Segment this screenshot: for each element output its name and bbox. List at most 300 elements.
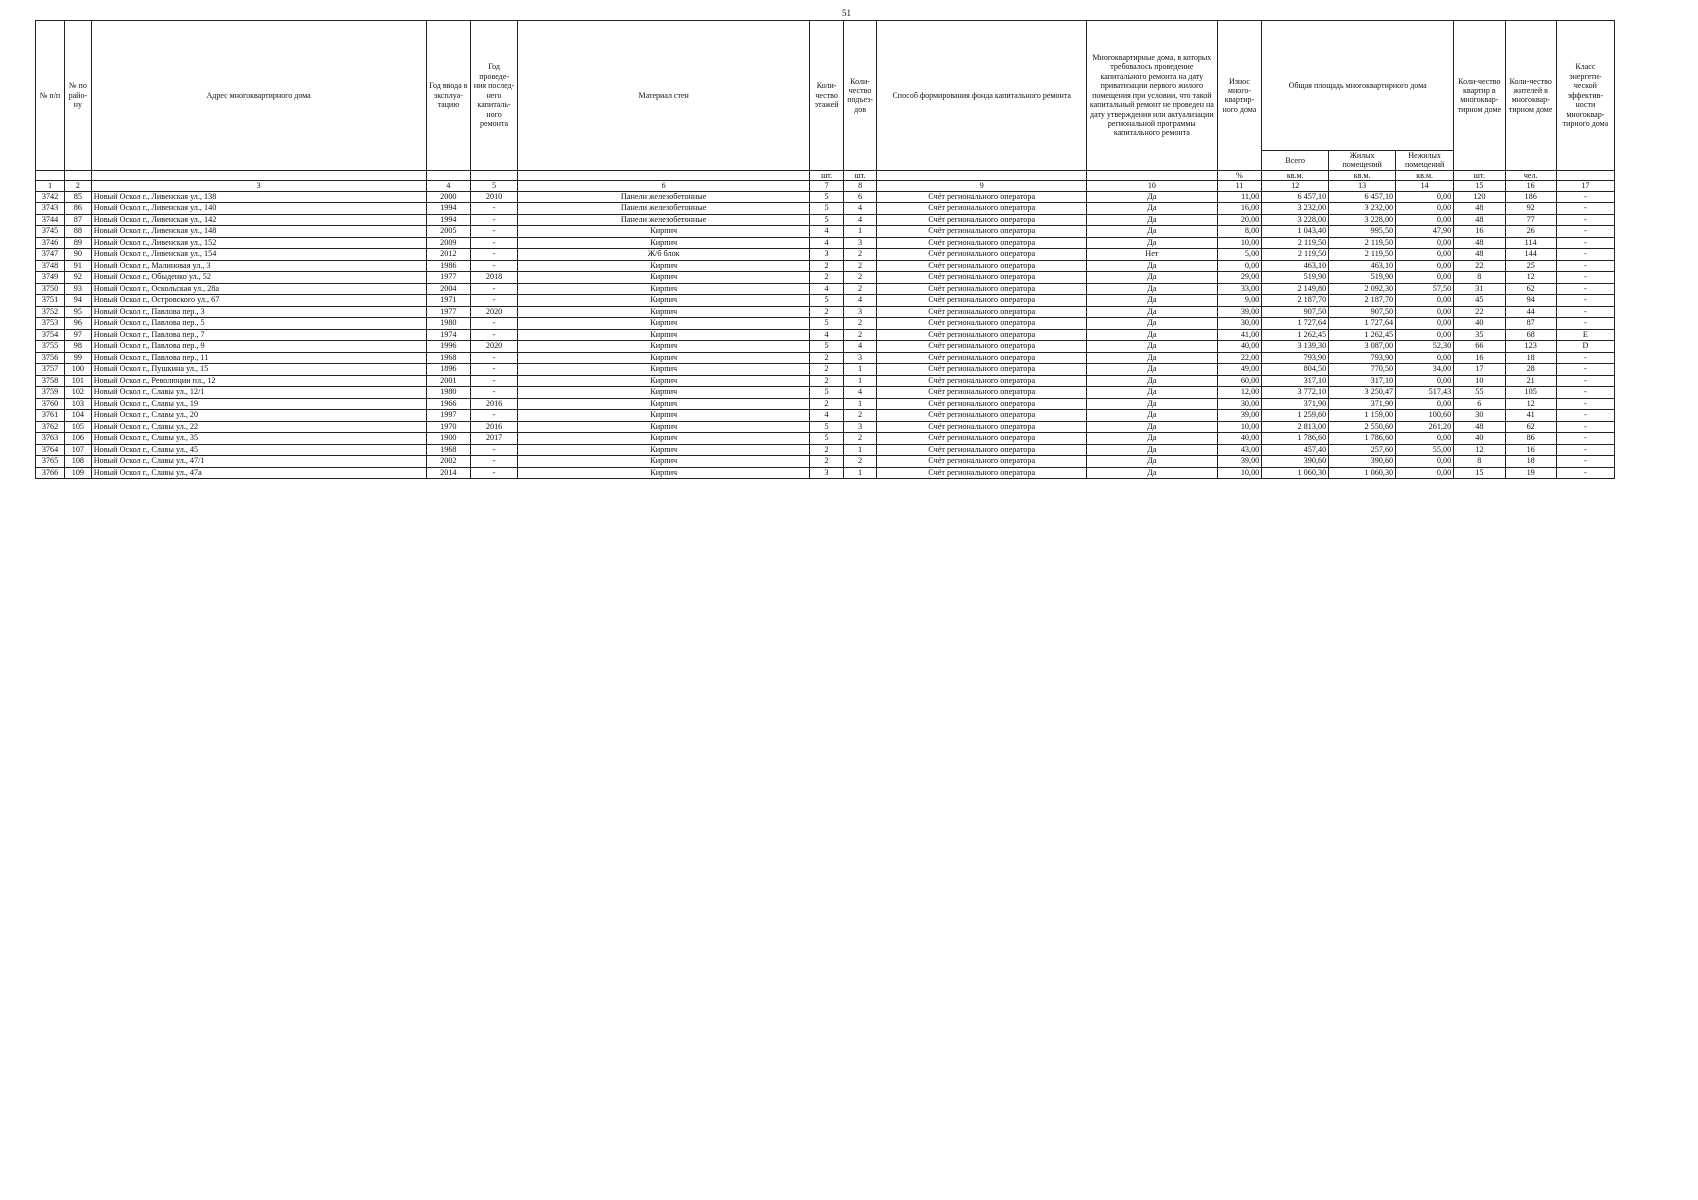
cell-residents: 105 xyxy=(1505,387,1556,399)
cell-wall-material: Кирпич xyxy=(518,306,810,318)
page-number: 51 xyxy=(842,8,851,18)
cell-apartments: 48 xyxy=(1454,421,1505,433)
cell-address: Новый Оскол г., Ливенская ул., 142 xyxy=(91,214,426,226)
cell-entrances: 2 xyxy=(843,260,876,272)
cell-residents: 16 xyxy=(1505,444,1556,456)
cell-wear: 0,00 xyxy=(1217,260,1262,272)
cell-privatization: Да xyxy=(1087,410,1218,422)
table-row xyxy=(36,237,1615,249)
cell-fund-method: Счёт регионального оператора xyxy=(877,306,1087,318)
cell-wear: 10,00 xyxy=(1217,467,1262,479)
cell-wear: 11,00 xyxy=(1217,191,1262,203)
cell-area-living: 907,50 xyxy=(1329,306,1396,318)
cell-apartments: 22 xyxy=(1454,260,1505,272)
table-row xyxy=(36,433,1615,445)
cell-floors: 4 xyxy=(810,329,843,341)
col-header-num: № п/п xyxy=(36,21,65,171)
cell-num-district: 90 xyxy=(65,249,92,261)
cell-privatization: Да xyxy=(1087,214,1218,226)
cell-wall-material: Кирпич xyxy=(518,341,810,353)
table-row xyxy=(36,214,1615,226)
column-number: 9 xyxy=(877,181,1087,191)
column-number: 15 xyxy=(1454,181,1505,191)
cell-energy-class: - xyxy=(1556,295,1614,307)
cell-privatization: Нет xyxy=(1087,249,1218,261)
cell-apartments: 48 xyxy=(1454,249,1505,261)
cell-area-nonliving: 0,00 xyxy=(1396,214,1454,226)
cell-residents: 62 xyxy=(1505,421,1556,433)
cell-entrances: 1 xyxy=(843,444,876,456)
cell-address: Новый Оскол г., Павлова пер., 7 xyxy=(91,329,426,341)
cell-area-total: 3 772,10 xyxy=(1262,387,1329,399)
cell-area-nonliving: 0,00 xyxy=(1396,375,1454,387)
cell-entrances: 4 xyxy=(843,387,876,399)
cell-energy-class: - xyxy=(1556,433,1614,445)
cell-num-district: 104 xyxy=(65,410,92,422)
cell-year-built: 1968 xyxy=(426,444,471,456)
cell-area-nonliving: 517,43 xyxy=(1396,387,1454,399)
cell-privatization: Да xyxy=(1087,283,1218,295)
cell-num-district: 103 xyxy=(65,398,92,410)
cell-num-district: 101 xyxy=(65,375,92,387)
cell-area-living: 2 187,70 xyxy=(1329,295,1396,307)
cell-address: Новый Оскол г., Малиновая ул., 3 xyxy=(91,260,426,272)
cell-area-nonliving: 0,00 xyxy=(1396,467,1454,479)
cell-area-nonliving: 0,00 xyxy=(1396,249,1454,261)
cell-residents: 18 xyxy=(1505,456,1556,468)
cell-fund-method: Счёт регионального оператора xyxy=(877,226,1087,238)
cell-area-total: 2 119,50 xyxy=(1262,237,1329,249)
cell-num: 3763 xyxy=(36,433,65,445)
cell-num-district: 98 xyxy=(65,341,92,353)
cell-area-total: 3 228,00 xyxy=(1262,214,1329,226)
cell-num-district: 89 xyxy=(65,237,92,249)
cell-address: Новый Оскол г., Ливенская ул., 154 xyxy=(91,249,426,261)
col-header-privatization: Многоквартирные дома, в которых требовалось проведение капитального ремонта на дату приватизации первого жилого помещения при условии, что такой капитальный ремонт не проведен на дату утверждения или актуализации региональной программы капитального ремонта xyxy=(1087,21,1218,171)
cell-floors: 5 xyxy=(810,191,843,203)
cell-entrances: 4 xyxy=(843,214,876,226)
cell-year-repair: 2016 xyxy=(471,421,518,433)
cell-floors: 4 xyxy=(810,226,843,238)
unit-area-total: кв.м. xyxy=(1262,170,1329,180)
cell-privatization: Да xyxy=(1087,444,1218,456)
cell-num-district: 93 xyxy=(65,283,92,295)
column-number: 2 xyxy=(65,181,92,191)
cell-energy-class: E xyxy=(1556,329,1614,341)
cell-num: 3752 xyxy=(36,306,65,318)
cell-fund-method: Счёт регионального оператора xyxy=(877,203,1087,215)
cell-area-total: 2 149,80 xyxy=(1262,283,1329,295)
cell-year-built: 1980 xyxy=(426,387,471,399)
cell-entrances: 2 xyxy=(843,318,876,330)
cell-area-nonliving: 0,00 xyxy=(1396,203,1454,215)
cell-entrances: 1 xyxy=(843,398,876,410)
unit-wear: % xyxy=(1217,170,1262,180)
cell-entrances: 3 xyxy=(843,352,876,364)
units-row xyxy=(36,170,1615,180)
cell-area-total: 1 262,45 xyxy=(1262,329,1329,341)
column-number: 8 xyxy=(843,181,876,191)
cell-year-repair: - xyxy=(471,226,518,238)
cell-address: Новый Оскол г., Павлова пер., 3 xyxy=(91,306,426,318)
cell-entrances: 4 xyxy=(843,203,876,215)
cell-fund-method: Счёт регионального оператора xyxy=(877,341,1087,353)
cell-floors: 5 xyxy=(810,203,843,215)
table-row xyxy=(36,467,1615,479)
cell-year-built: 2002 xyxy=(426,456,471,468)
cell-privatization: Да xyxy=(1087,260,1218,272)
cell-wear: 10,00 xyxy=(1217,421,1262,433)
cell-wall-material: Кирпич xyxy=(518,375,810,387)
cell-entrances: 2 xyxy=(843,283,876,295)
cell-energy-class: - xyxy=(1556,203,1614,215)
cell-address: Новый Оскол г., Островского ул., 67 xyxy=(91,295,426,307)
cell-year-repair: - xyxy=(471,260,518,272)
cell-wear: 40,00 xyxy=(1217,433,1262,445)
cell-year-repair: - xyxy=(471,214,518,226)
cell-area-nonliving: 47,90 xyxy=(1396,226,1454,238)
cell-fund-method: Счёт регионального оператора xyxy=(877,364,1087,376)
cell-floors: 5 xyxy=(810,387,843,399)
cell-wear: 20,00 xyxy=(1217,214,1262,226)
cell-year-repair: - xyxy=(471,364,518,376)
cell-area-living: 463,10 xyxy=(1329,260,1396,272)
cell-area-total: 804,50 xyxy=(1262,364,1329,376)
cell-year-built: 2005 xyxy=(426,226,471,238)
cell-privatization: Да xyxy=(1087,364,1218,376)
cell-energy-class: - xyxy=(1556,226,1614,238)
cell-entrances: 1 xyxy=(843,364,876,376)
cell-wall-material: Кирпич xyxy=(518,433,810,445)
cell-floors: 4 xyxy=(810,283,843,295)
cell-apartments: 120 xyxy=(1454,191,1505,203)
cell-wear: 60,00 xyxy=(1217,375,1262,387)
cell-num: 3761 xyxy=(36,410,65,422)
cell-fund-method: Счёт регионального оператора xyxy=(877,318,1087,330)
cell-area-nonliving: 0,00 xyxy=(1396,272,1454,284)
column-number: 7 xyxy=(810,181,843,191)
column-number: 4 xyxy=(426,181,471,191)
col-header-year-repair: Год проведе-ния послед-него капиталь-ного ремонта xyxy=(471,21,518,171)
cell-privatization: Да xyxy=(1087,295,1218,307)
cell-year-built: 1977 xyxy=(426,306,471,318)
cell-area-total: 2 813,00 xyxy=(1262,421,1329,433)
cell-area-living: 371,90 xyxy=(1329,398,1396,410)
table-row xyxy=(36,341,1615,353)
cell-area-total: 793,90 xyxy=(1262,352,1329,364)
table-row xyxy=(36,387,1615,399)
cell-wall-material: Кирпич xyxy=(518,467,810,479)
cell-fund-method: Счёт регионального оператора xyxy=(877,249,1087,261)
cell-residents: 12 xyxy=(1505,398,1556,410)
column-number: 1 xyxy=(36,181,65,191)
table-row xyxy=(36,249,1615,261)
col-header-year-built: Год ввода в эксплуа-тацию xyxy=(426,21,471,171)
cell-num: 3743 xyxy=(36,203,65,215)
cell-num: 3751 xyxy=(36,295,65,307)
cell-year-repair: - xyxy=(471,444,518,456)
cell-energy-class: - xyxy=(1556,364,1614,376)
cell-address: Новый Оскол г., Обыденко ул., 52 xyxy=(91,272,426,284)
cell-area-living: 3 228,00 xyxy=(1329,214,1396,226)
cell-residents: 26 xyxy=(1505,226,1556,238)
table-row xyxy=(36,364,1615,376)
cell-entrances: 6 xyxy=(843,191,876,203)
cell-apartments: 40 xyxy=(1454,433,1505,445)
column-number: 10 xyxy=(1087,181,1218,191)
cell-area-living: 3 250,47 xyxy=(1329,387,1396,399)
cell-year-built: 1968 xyxy=(426,352,471,364)
cell-energy-class: - xyxy=(1556,421,1614,433)
cell-privatization: Да xyxy=(1087,467,1218,479)
cell-energy-class: - xyxy=(1556,249,1614,261)
cell-area-living: 770,50 xyxy=(1329,364,1396,376)
table-row xyxy=(36,456,1615,468)
cell-num: 3745 xyxy=(36,226,65,238)
cell-address: Новый Оскол г., Павлова пер., 9 xyxy=(91,341,426,353)
cell-wear: 41,00 xyxy=(1217,329,1262,341)
cell-wall-material: Кирпич xyxy=(518,329,810,341)
col-header-fund-method: Способ формирования фонда капитального ремонта xyxy=(877,21,1087,171)
cell-num: 3742 xyxy=(36,191,65,203)
cell-num-district: 108 xyxy=(65,456,92,468)
cell-num: 3760 xyxy=(36,398,65,410)
cell-year-built: 2001 xyxy=(426,375,471,387)
table-row xyxy=(36,306,1615,318)
cell-address: Новый Оскол г., Славы ул., 22 xyxy=(91,421,426,433)
cell-area-nonliving: 0,00 xyxy=(1396,260,1454,272)
cell-area-total: 6 457,10 xyxy=(1262,191,1329,203)
cell-entrances: 3 xyxy=(843,306,876,318)
col-header-energy-class: Класс энергети-ческой эффектив-ности многоквар-тирного дома xyxy=(1556,21,1614,171)
cell-year-repair: - xyxy=(471,283,518,295)
cell-area-living: 1 727,64 xyxy=(1329,318,1396,330)
table-row xyxy=(36,375,1615,387)
cell-num-district: 86 xyxy=(65,203,92,215)
cell-year-repair: 2020 xyxy=(471,306,518,318)
cell-year-built: 2012 xyxy=(426,249,471,261)
table-row xyxy=(36,329,1615,341)
cell-energy-class: - xyxy=(1556,387,1614,399)
cell-privatization: Да xyxy=(1087,329,1218,341)
cell-wall-material: Кирпич xyxy=(518,398,810,410)
column-number: 11 xyxy=(1217,181,1262,191)
col-header-total-area-group: Общая площадь многоквартирного дома xyxy=(1262,21,1454,151)
cell-area-living: 2 092,30 xyxy=(1329,283,1396,295)
cell-area-nonliving: 0,00 xyxy=(1396,191,1454,203)
cell-residents: 19 xyxy=(1505,467,1556,479)
cell-floors: 2 xyxy=(810,260,843,272)
cell-area-nonliving: 55,00 xyxy=(1396,444,1454,456)
cell-privatization: Да xyxy=(1087,398,1218,410)
cell-address: Новый Оскол г., Ливенская ул., 152 xyxy=(91,237,426,249)
cell-entrances: 1 xyxy=(843,375,876,387)
cell-area-living: 257,60 xyxy=(1329,444,1396,456)
cell-wall-material: Кирпич xyxy=(518,410,810,422)
cell-floors: 5 xyxy=(810,318,843,330)
cell-area-living: 793,90 xyxy=(1329,352,1396,364)
cell-year-repair: - xyxy=(471,203,518,215)
cell-apartments: 17 xyxy=(1454,364,1505,376)
cell-energy-class: - xyxy=(1556,375,1614,387)
cell-area-total: 463,10 xyxy=(1262,260,1329,272)
cell-year-repair: - xyxy=(471,237,518,249)
cell-num-district: 106 xyxy=(65,433,92,445)
column-number: 17 xyxy=(1556,181,1614,191)
cell-area-total: 3 232,00 xyxy=(1262,203,1329,215)
cell-area-total: 519,90 xyxy=(1262,272,1329,284)
cell-apartments: 6 xyxy=(1454,398,1505,410)
cell-wall-material: Кирпич xyxy=(518,456,810,468)
cell-wall-material: Кирпич xyxy=(518,421,810,433)
cell-fund-method: Счёт регионального оператора xyxy=(877,387,1087,399)
cell-residents: 92 xyxy=(1505,203,1556,215)
cell-privatization: Да xyxy=(1087,341,1218,353)
cell-wall-material: Кирпич xyxy=(518,260,810,272)
cell-num: 3754 xyxy=(36,329,65,341)
cell-apartments: 8 xyxy=(1454,456,1505,468)
cell-area-total: 390,60 xyxy=(1262,456,1329,468)
cell-address: Новый Оскол г., Славы ул., 19 xyxy=(91,398,426,410)
cell-address: Новый Оскол г., Славы ул., 12/1 xyxy=(91,387,426,399)
cell-wear: 39,00 xyxy=(1217,410,1262,422)
cell-area-living: 1 262,45 xyxy=(1329,329,1396,341)
cell-fund-method: Счёт регионального оператора xyxy=(877,295,1087,307)
cell-privatization: Да xyxy=(1087,352,1218,364)
cell-residents: 44 xyxy=(1505,306,1556,318)
cell-year-built: 1980 xyxy=(426,318,471,330)
cell-year-built: 1997 xyxy=(426,410,471,422)
cell-residents: 87 xyxy=(1505,318,1556,330)
cell-apartments: 10 xyxy=(1454,375,1505,387)
cell-num: 3764 xyxy=(36,444,65,456)
cell-privatization: Да xyxy=(1087,387,1218,399)
cell-energy-class: - xyxy=(1556,237,1614,249)
cell-address: Новый Оскол г., Славы ул., 20 xyxy=(91,410,426,422)
cell-wall-material: Кирпич xyxy=(518,352,810,364)
cell-area-total: 1 259,60 xyxy=(1262,410,1329,422)
cell-area-nonliving: 0,00 xyxy=(1396,433,1454,445)
cell-area-living: 1 159,00 xyxy=(1329,410,1396,422)
cell-year-built: 1986 xyxy=(426,260,471,272)
cell-area-living: 3 232,00 xyxy=(1329,203,1396,215)
cell-address: Новый Оскол г., Славы ул., 35 xyxy=(91,433,426,445)
cell-entrances: 3 xyxy=(843,237,876,249)
cell-apartments: 48 xyxy=(1454,237,1505,249)
cell-energy-class: - xyxy=(1556,410,1614,422)
cell-address: Новый Оскол г., Славы ул., 47а xyxy=(91,467,426,479)
cell-address: Новый Оскол г., Павлова пер., 11 xyxy=(91,352,426,364)
cell-entrances: 1 xyxy=(843,226,876,238)
cell-area-nonliving: 0,00 xyxy=(1396,352,1454,364)
table-row xyxy=(36,283,1615,295)
cell-floors: 3 xyxy=(810,249,843,261)
cell-num-district: 105 xyxy=(65,421,92,433)
cell-area-nonliving: 34,00 xyxy=(1396,364,1454,376)
cell-wall-material: Кирпич xyxy=(518,318,810,330)
cell-entrances: 2 xyxy=(843,249,876,261)
cell-energy-class: D xyxy=(1556,341,1614,353)
cell-energy-class: - xyxy=(1556,283,1614,295)
cell-apartments: 16 xyxy=(1454,226,1505,238)
cell-num-district: 99 xyxy=(65,352,92,364)
cell-wear: 39,00 xyxy=(1217,306,1262,318)
cell-area-living: 317,10 xyxy=(1329,375,1396,387)
cell-fund-method: Счёт регионального оператора xyxy=(877,214,1087,226)
column-numbers-row xyxy=(36,181,1615,191)
cell-fund-method: Счёт регионального оператора xyxy=(877,398,1087,410)
cell-num: 3753 xyxy=(36,318,65,330)
cell-privatization: Да xyxy=(1087,456,1218,468)
cell-wear: 5,00 xyxy=(1217,249,1262,261)
cell-year-repair: - xyxy=(471,352,518,364)
cell-wear: 33,00 xyxy=(1217,283,1262,295)
unit-residents: чел. xyxy=(1505,170,1556,180)
cell-apartments: 66 xyxy=(1454,341,1505,353)
cell-area-total: 317,10 xyxy=(1262,375,1329,387)
cell-year-repair: - xyxy=(471,249,518,261)
cell-entrances: 4 xyxy=(843,295,876,307)
cell-area-living: 390,60 xyxy=(1329,456,1396,468)
cell-fund-method: Счёт регионального оператора xyxy=(877,410,1087,422)
cell-residents: 62 xyxy=(1505,283,1556,295)
cell-fund-method: Счёт регионального оператора xyxy=(877,433,1087,445)
cell-privatization: Да xyxy=(1087,272,1218,284)
cell-wall-material: Кирпич xyxy=(518,387,810,399)
cell-address: Новый Оскол г., Оскольская ул., 28а xyxy=(91,283,426,295)
unit-apartments: шт. xyxy=(1454,170,1505,180)
cell-area-total: 1 786,60 xyxy=(1262,433,1329,445)
cell-apartments: 8 xyxy=(1454,272,1505,284)
cell-area-total: 3 139,30 xyxy=(1262,341,1329,353)
cell-year-repair: 2010 xyxy=(471,191,518,203)
cell-area-total: 1 060,30 xyxy=(1262,467,1329,479)
cell-area-nonliving: 0,00 xyxy=(1396,318,1454,330)
cell-year-built: 2014 xyxy=(426,467,471,479)
column-number: 3 xyxy=(91,181,426,191)
cell-num-district: 96 xyxy=(65,318,92,330)
cell-address: Новый Оскол г., Пушкина ул., 15 xyxy=(91,364,426,376)
unit-area-living: кв.м. xyxy=(1329,170,1396,180)
cell-year-repair: 2020 xyxy=(471,341,518,353)
cell-num: 3756 xyxy=(36,352,65,364)
col-header-address: Адрес многоквартирного дома xyxy=(91,21,426,171)
cell-fund-method: Счёт регионального оператора xyxy=(877,237,1087,249)
cell-fund-method: Счёт регионального оператора xyxy=(877,329,1087,341)
cell-residents: 18 xyxy=(1505,352,1556,364)
cell-year-built: 1971 xyxy=(426,295,471,307)
cell-num-district: 100 xyxy=(65,364,92,376)
cell-year-built: 1900 xyxy=(426,433,471,445)
cell-address: Новый Оскол г., Ливенская ул., 148 xyxy=(91,226,426,238)
cell-num-district: 94 xyxy=(65,295,92,307)
cell-fund-method: Счёт регионального оператора xyxy=(877,421,1087,433)
cell-year-repair: - xyxy=(471,387,518,399)
cell-area-total: 1 043,40 xyxy=(1262,226,1329,238)
table-row xyxy=(36,352,1615,364)
cell-area-nonliving: 0,00 xyxy=(1396,456,1454,468)
cell-num: 3748 xyxy=(36,260,65,272)
cell-residents: 28 xyxy=(1505,364,1556,376)
cell-wall-material: Кирпич xyxy=(518,237,810,249)
cell-wear: 40,00 xyxy=(1217,341,1262,353)
cell-num-district: 88 xyxy=(65,226,92,238)
cell-num: 3744 xyxy=(36,214,65,226)
cell-residents: 114 xyxy=(1505,237,1556,249)
cell-residents: 25 xyxy=(1505,260,1556,272)
cell-num: 3746 xyxy=(36,237,65,249)
cell-wear: 12,00 xyxy=(1217,387,1262,399)
